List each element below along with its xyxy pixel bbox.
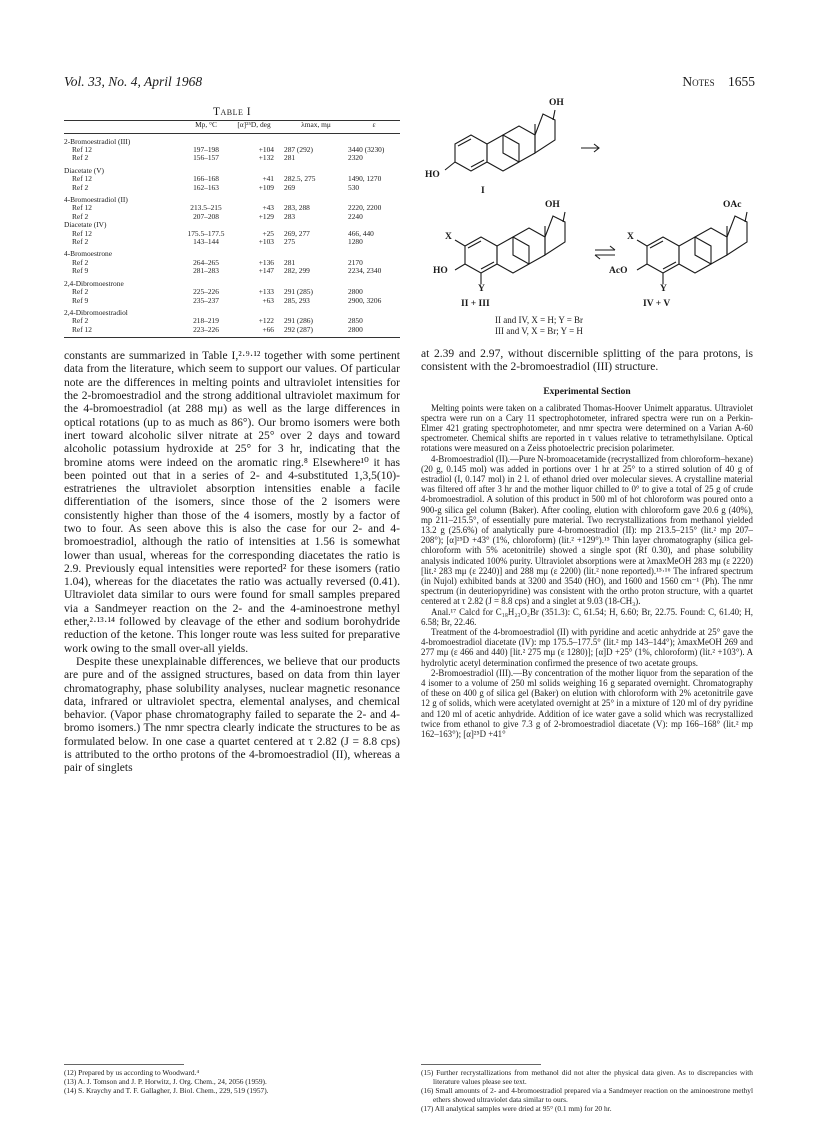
table-cell: 2234, 2340 (348, 266, 382, 276)
table-cell: Ref 9 (72, 295, 89, 305)
footnote: (14) S. Kraychy and T. F. Gallagher, J. Biol. Chem., 229, 519 (1957). (64, 1086, 269, 1095)
table-cell: 3440 (3230) (348, 145, 385, 154)
scheme-label-oh: OH (545, 200, 560, 210)
scheme-label-oh: OH (549, 98, 564, 108)
table-row (64, 184, 400, 192)
table-cell: 156–157 (193, 153, 219, 163)
table-cell: +136 (258, 257, 274, 267)
table-cell: +132 (258, 153, 274, 163)
scheme-label-x: X (627, 232, 634, 242)
table-cell: 2800 (348, 324, 363, 334)
table-cell: 2850 (348, 316, 363, 326)
table-cell: 213.5–215 (190, 203, 222, 213)
table-cell: +41 (262, 174, 274, 184)
table-cell: +63 (262, 295, 274, 305)
scheme-label-ho: HO (433, 266, 448, 276)
scheme-label-y: Y (478, 284, 485, 294)
experimental-paragraph: 2-Bromoestradiol (III).—By concentration of the mother liquor from the separation of the 4 isomer to a volume of 250 ml solids weighing 16 g separated overnight. Chromatography of these on 400 g of silica gel (Baker) on elution with chloroform with 2% acetonitrile gave 12 g of solids, which were acetylated overnight at 25° in a mixture of 120 ml of dry pyridine and 120 ml of acetic anhydride. Addition of ice water gave a solid which was recrystallized twice from ethanol to give 7.3 g of 2-bromoestradiol diacetate (V): mp 166–168° (lit.² mp 162–163°); [α]²⁵D +41° (421, 667, 753, 740)
table-cell: 466, 440 (348, 228, 374, 238)
experimental-paragraph: Anal.¹⁷ Calcd for C₁₈H₂₃O₂Br (351.3): C, 61.54; H, 6.60; Br, 22.75. Found: C, 61.40; H, 6.58; Br, 22.46. (421, 606, 753, 627)
table-header-cell: ε (372, 120, 376, 129)
table-header-cell: λmax, mμ (301, 120, 331, 129)
experimental-paragraph: 4-Bromoestradiol (II).—Pure N-bromoacetamide (recrystallized from chloroform–hexane) (20 g, 0.145 mol) was added in portions over 1 hr at 25° to a stirred solution of 40 g of estradiol (I, 0.147 mol) in 2 l. of ethanol dried over molecular sieves. A crystalline material was filtered off after 3 hr and the mother liquor chilled to 0° to give a total of 25 g of crude 4-bromoestradiol. A solution of this product in 500 ml of hot chloroform was poured onto a 900-g silica gel column (Baker). After cooling, elution with chloroform gave 20.6 g (40%), mp 211–215.5°, of essentially pure material. Two recrystallizations from methanol yielded 13.2 g (25.6%) of analytically pure 4-bromoestradiol (II): mp 213.5–215° (lit.² mp 207–208°); [α]²⁵D +43° (1%, chloroform) (lit.² +129°).¹⁵ Thin layer chromatography (silica gel-chloroform with 5% acetonitrile) showed a single spot (Rf 0.30), and phase solubility analysis indicated 100% purity. Ultraviolet absorptions were at λmaxMeOH 283 mμ (ε 2220) [lit.² 283 mμ (ε 2240)] and 288 mμ (ε 2200) (lit.² none reported).¹⁵·¹⁶ The infrared spectrum (in Nujol) exhibited bands at 3200 and 3540 (HO), and 1600 and 1560 cm⁻¹ (Ph). The nmr spectrum (in deuteriopyridine) was consistent with the ortho proton structure, with a quartet centered at τ 2.82 (J = 8.8 cps) and a singlet at 9.03 (18-CH₃). (421, 453, 753, 607)
table-cell: 223–226 (193, 324, 219, 334)
table-cell: 530 (348, 182, 360, 192)
table-cell: 269 (284, 182, 296, 192)
body-paragraph: Despite these unexplainable differences, we believe that our products are pure and of the assigned structures, based on data from thin layer chromatography, phase solubility analyses, nuclear magnetic resonance data, infrared or ultraviolet spectra, elemental analyses, and chemical behavior. (Vapor phase chromatography failed to separate the 2- and 4-bromo isomers.) The nmr spectra clearly indicate the structures to be as formulated below. In one case a quartet centered at τ 2.82 (J = 8.8 cps) is attributed to the ortho protons of the 4-bromoestradiol (II), whereas a pair of singlets (64, 655, 400, 775)
table-cell: +43 (262, 203, 274, 213)
table-cell: 264–265 (193, 257, 219, 267)
table-cell: 285, 293 (284, 295, 310, 305)
page-number: 1655 (728, 74, 755, 89)
table-cell: 2320 (348, 153, 363, 163)
table-row (64, 213, 400, 221)
compound-label-i: I (481, 186, 485, 196)
left-column (64, 96, 400, 776)
footnote: (15) Further recrystallizations from methanol did not alter the physical data given. As to discrepancies with literature values please see text. (421, 1068, 753, 1086)
table-row (64, 267, 400, 275)
compound-pair-label: II + III (461, 299, 490, 309)
reaction-scheme (421, 96, 753, 348)
table-cell: 207–208 (193, 211, 219, 221)
running-header-left: Vol. 33, No. 4, April 1968 (64, 74, 203, 89)
table-cell: 281 (284, 257, 296, 267)
experimental-paragraph: Melting points were taken on a calibrated Thomas-Hoover Unimelt apparatus. Ultraviolet spectra were run on a Cary 11 spectrophotometer, infrared spectra were run on a Perkin-Elmer 421 grating spectrophotometer, and nmr spectra were determined on a Varian A-60 spectrometer. Chemical shifts are reported in τ values relative to tetramethylsilane. Optical rotations were measured on a Zeiss photoelectric precision polarimeter. (421, 402, 753, 454)
table-cell: Ref 2 (72, 153, 89, 163)
scheme-label-oac: OAc (723, 200, 742, 210)
table-cell: 2170 (348, 257, 363, 267)
table-cell: 197–198 (193, 145, 219, 154)
table-cell: +104 (258, 145, 274, 154)
table-header-cell (64, 121, 178, 134)
table-cell: 218–219 (193, 316, 219, 326)
table-cell: Diacetate (IV) (64, 220, 107, 230)
footnote: (17) All analytical samples were dried at 95° (0.1 mm) for 20 hr. (421, 1104, 612, 1113)
table-cell: +109 (258, 182, 274, 192)
table-cell: Diacetate (V) (64, 165, 105, 175)
table-cell: 1280 (348, 237, 363, 247)
table-cell: 283 (284, 211, 296, 221)
table-cell: Ref 12 (72, 145, 92, 154)
table-row (64, 238, 400, 246)
table-cell: 2-Bromoestradiol (III) (64, 136, 131, 146)
table-cell: 2,4-Dibromoestrone (64, 278, 124, 288)
table-cell: Ref 2 (72, 211, 89, 221)
table-row (64, 297, 400, 305)
table-cell: 281 (284, 153, 296, 163)
table-cell: 283, 288 (284, 203, 310, 213)
table-cell: 2220, 2200 (348, 203, 382, 213)
table-cell: 275 (284, 237, 296, 247)
table-cell: 287 (292) (284, 145, 313, 154)
table-cell: 281–283 (193, 266, 219, 276)
table-cell: 282.5, 275 (284, 174, 316, 184)
table-cell: 143–144 (193, 237, 219, 247)
table-cell: 235–237 (193, 295, 219, 305)
section-label: Notes (682, 74, 715, 89)
table-cell: 4-Bromoestrone (64, 249, 113, 259)
footnote: (12) Prepared by us according to Woodward.⁴ (64, 1068, 200, 1077)
table-cell: Ref 2 (72, 257, 89, 267)
table-cell: Ref 12 (72, 203, 92, 213)
data-table (64, 120, 400, 334)
footnote: (13) A. J. Tomson and J. P. Horwitz, J. Org. Chem., 24, 2056 (1959). (64, 1077, 267, 1086)
table-cell: Ref 2 (72, 182, 89, 192)
section-heading: Experimental Section (543, 386, 631, 397)
table-cell: Ref 2 (72, 237, 89, 247)
table-row (64, 246, 400, 258)
table-row (64, 154, 400, 162)
table-cell: 225–226 (193, 287, 219, 297)
table-cell: 292 (287) (284, 324, 313, 334)
table-cell: Ref 2 (72, 316, 89, 326)
table-cell: Ref 12 (72, 324, 92, 334)
scheme-label-ho: HO (425, 170, 440, 180)
table-cell: 166–168 (193, 174, 219, 184)
table-cell: 2240 (348, 211, 363, 221)
table-cell: +122 (258, 316, 274, 326)
table-header-cell: Mp, °C (195, 120, 217, 129)
right-footnotes (421, 1064, 753, 1113)
reaction-scheme-drawing (421, 96, 753, 348)
table-cell: +25 (262, 228, 274, 238)
table-header-cell: [α]²⁵D, deg (237, 120, 271, 129)
table-cell: 291 (286) (284, 316, 313, 326)
table-cell: Ref 12 (72, 174, 92, 184)
table-cell: +103 (258, 237, 274, 247)
scheme-legend: III and V, X = Br; Y = H (495, 326, 583, 336)
left-footnotes (64, 1064, 400, 1095)
table-cell: 162–163 (193, 182, 219, 192)
scheme-label-y: Y (660, 284, 667, 294)
table-cell: 2,4-Dibromoestradiol (64, 307, 128, 317)
scheme-label-aco: AcO (609, 266, 628, 276)
table-cell: +133 (258, 287, 274, 297)
running-header-right (682, 74, 755, 90)
table-cell: +129 (258, 211, 274, 221)
scheme-label-x: X (445, 232, 452, 242)
table-row (64, 326, 400, 334)
body-paragraph: constants are summarized in Table I,²·⁹·¹² together with some pertinent data from the literature, which seem to support our values. Of particular note are the differences in melting points and ultraviolet intensities for the 2-bromoestradiol and the strong additional ultraviolet maximum for the 4-bromoestradiol (at 288 mμ) as well as the large differences in optical rotations (up to as much as 86°). Our bromo isomers were both inert toward alcoholic silver nitrate at 25° over 2 days and toward alcoholic potassium hydroxide at 25° for 3 hr, indicating that the bromine atoms were indeed on the aromatic ring.⁸ Elsewhere¹⁰ it has been pointed out that in a series of 2- and 4-substituted 1,3,5(10)-estratrienes the ultraviolet absorption intensities enable a facile differentiation of the isomers, since those of the 2 isomers were consistently higher than those of the 4 isomers, mostly by a factor of two to four. As seen above this is also the case for our 2- and 4-bromoestradiol, although the ratio of intensities at 1.56 is somewhat lower than usual, whereas for the corresponding diacetates the ratio is 2.9. Previously equal intensities were reported² for these isomers (ratio 1.04), whereas for the diacetates the ratio was actually reversed (0.41). Ultraviolet data similar to ours were found for small samples prepared via a Sandmeyer reaction on the 2- and the 4-aminoestrone methyl ether,²·¹³·¹⁴ followed by cleavage of the ether and sodium borohydride reduction of the ketone. This longer route was less suited for preparative work owing to the small over-all yields. (64, 350, 400, 655)
table-title: Table I (212, 106, 252, 118)
footnote: (16) Small amounts of 2- and 4-bromoestradiol prepared via a Sandmeyer reaction on the aminoestrone methyl ethers showed ultraviolet data similar to ours. (421, 1086, 753, 1104)
table-cell: 282, 299 (284, 266, 310, 276)
table-cell: Ref 12 (72, 228, 92, 238)
compound-pair-label: IV + V (643, 299, 671, 309)
scheme-legend: II and IV, X = H; Y = Br (495, 315, 584, 325)
table-cell: 269, 277 (284, 228, 310, 238)
table-cell: 1490, 1270 (348, 174, 382, 184)
table-cell: 4-Bromoestradiol (II) (64, 195, 128, 205)
table-cell: 2800 (348, 287, 363, 297)
table-cell: +66 (262, 324, 274, 334)
table-cell: 175.5–177.5 (187, 228, 225, 238)
right-column (421, 96, 753, 739)
experimental-paragraph: Treatment of the 4-bromoestradiol (II) with pyridine and acetic anhydride at 25° gave the 4-bromoestradiol diacetate (IV): mp 175.5–177.5° (lit.² mp 143–144°); λmaxMeOH 269 and 277 mμ (ε 466 and 440) [lit.² 275 mμ (ε 1280)]; [α]D +25° (1%, chloroform) (lit.² +103°). A hydrolytic acetyl determination confirmed the presence of two acetate groups. (421, 627, 753, 668)
table-cell: Ref 2 (72, 287, 89, 297)
table-cell: Ref 9 (72, 266, 89, 276)
table-cell: 291 (285) (284, 287, 313, 297)
body-paragraph: at 2.39 and 2.97, without discernible splitting of the para protons, is consistent with the 2-bromoestradiol (III) structure. (421, 348, 753, 374)
table-cell: +147 (258, 266, 274, 276)
table-cell: 2900, 3206 (348, 295, 382, 305)
